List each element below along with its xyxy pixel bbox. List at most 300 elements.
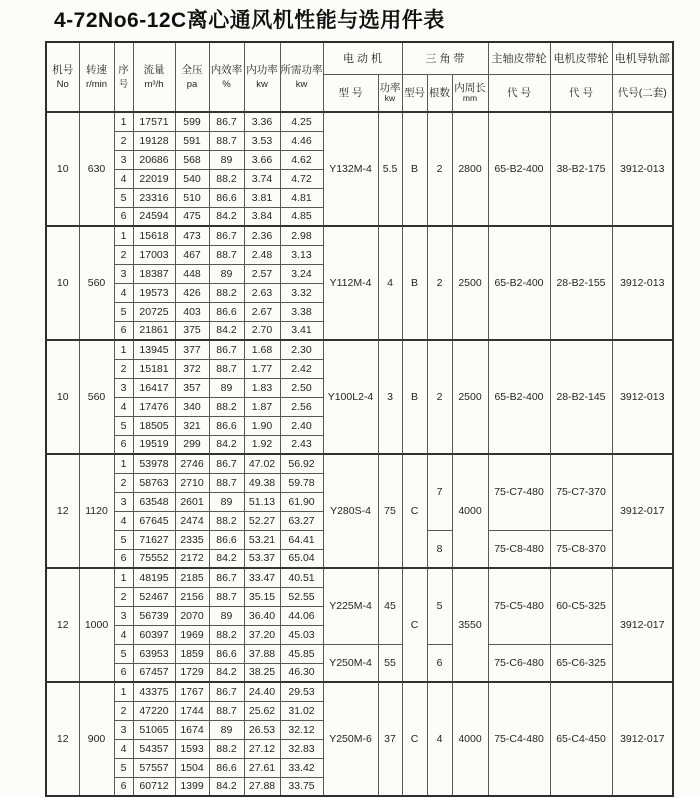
cell-pressure: 591: [175, 131, 209, 150]
cell-rail-code: 3912-013: [612, 226, 673, 340]
cell-pressure: 2474: [175, 511, 209, 530]
cell-seq: 1: [114, 340, 133, 359]
cell-seq: 4: [114, 283, 133, 302]
cell-motor-model: Y100L2-4: [323, 340, 378, 454]
cell-seq: 4: [114, 169, 133, 188]
cell-inner-power: 49.38: [244, 473, 280, 492]
cell-inner-power: 2.57: [244, 264, 280, 283]
cell-seq: 6: [114, 321, 133, 340]
cell-seq: 5: [114, 644, 133, 663]
cell-efficiency: 88.7: [209, 359, 244, 378]
header-unit: kw: [384, 93, 396, 104]
cell-required-power: 33.42: [280, 758, 323, 777]
cell-belt-length: 4000: [452, 682, 488, 796]
cell-efficiency: 84.2: [209, 663, 244, 682]
cell-efficiency: 86.6: [209, 758, 244, 777]
cell-pressure: 1969: [175, 625, 209, 644]
cell-pressure: 540: [175, 169, 209, 188]
cell-inner-power: 36.40: [244, 606, 280, 625]
cell-belt-type: C: [402, 682, 427, 796]
header-unit: m³/h: [144, 79, 164, 90]
cell-belt-type: C: [402, 568, 427, 682]
cell-efficiency: 84.2: [209, 777, 244, 796]
cell-pressure: 1399: [175, 777, 209, 796]
cell-efficiency: 86.7: [209, 340, 244, 359]
cell-flow: 52467: [133, 587, 175, 606]
cell-seq: 3: [114, 150, 133, 169]
cell-pressure: 2070: [175, 606, 209, 625]
cell-flow: 63548: [133, 492, 175, 511]
cell-flow: 18387: [133, 264, 175, 283]
col-header-belt-type: 型号: [402, 74, 427, 112]
cell-fan-no: 12: [46, 454, 79, 568]
cell-required-power: 29.53: [280, 682, 323, 701]
cell-motor-pulley-code: 75-C8-370: [550, 530, 612, 568]
cell-efficiency: 86.7: [209, 226, 244, 245]
table-row: [46, 454, 673, 473]
cell-efficiency: 88.7: [209, 245, 244, 264]
cell-pressure: 475: [175, 207, 209, 226]
cell-required-power: 32.12: [280, 720, 323, 739]
cell-inner-power: 35.15: [244, 587, 280, 606]
cell-required-power: 2.98: [280, 226, 323, 245]
cell-belt-length: 2500: [452, 226, 488, 340]
cell-seq: 5: [114, 758, 133, 777]
cell-required-power: 4.72: [280, 169, 323, 188]
cell-flow: 23316: [133, 188, 175, 207]
cell-seq: 1: [114, 112, 133, 131]
cell-efficiency: 89: [209, 378, 244, 397]
cell-required-power: 65.04: [280, 549, 323, 568]
cell-efficiency: 84.2: [209, 435, 244, 454]
cell-speed: 560: [79, 340, 114, 454]
cell-efficiency: 89: [209, 606, 244, 625]
cell-flow: 48195: [133, 568, 175, 587]
cell-required-power: 33.75: [280, 777, 323, 796]
header-unit: r/min: [85, 79, 108, 90]
cell-motor-model: Y225M-4: [323, 568, 378, 644]
table-row: [46, 568, 673, 587]
cell-seq: 6: [114, 549, 133, 568]
cell-belt-count: 5: [427, 568, 452, 644]
cell-main-pulley-code: 65-B2-400: [488, 340, 550, 454]
cell-required-power: 63.27: [280, 511, 323, 530]
cell-pressure: 299: [175, 435, 209, 454]
cell-belt-count: 2: [427, 112, 452, 226]
cell-seq: 1: [114, 568, 133, 587]
cell-efficiency: 88.2: [209, 397, 244, 416]
cell-motor-power: 75: [378, 454, 402, 568]
cell-belt-length: 2500: [452, 340, 488, 454]
cell-efficiency: 88.2: [209, 739, 244, 758]
cell-pressure: 1744: [175, 701, 209, 720]
cell-efficiency: 86.6: [209, 302, 244, 321]
header-label: 转速: [86, 64, 107, 76]
page-title: 4-72No6-12C离心通风机性能与选用件表: [54, 9, 445, 32]
cell-required-power: 2.30: [280, 340, 323, 359]
cell-required-power: 3.13: [280, 245, 323, 264]
col-header-inner-power: [244, 42, 280, 112]
cell-flow: 19573: [133, 283, 175, 302]
cell-flow: 17003: [133, 245, 175, 264]
cell-seq: 2: [114, 131, 133, 150]
cell-pressure: 2746: [175, 454, 209, 473]
cell-belt-type: B: [402, 340, 427, 454]
cell-motor-power: 37: [378, 682, 402, 796]
cell-pressure: 357: [175, 378, 209, 397]
cell-efficiency: 84.2: [209, 207, 244, 226]
cell-inner-power: 27.12: [244, 739, 280, 758]
cell-main-pulley-code: 65-B2-400: [488, 112, 550, 226]
cell-efficiency: 88.2: [209, 511, 244, 530]
cell-inner-power: 47.02: [244, 454, 280, 473]
cell-motor-model: Y112M-4: [323, 226, 378, 340]
col-header-belt-count: 根数: [427, 74, 452, 112]
cell-flow: 20686: [133, 150, 175, 169]
cell-required-power: 4.46: [280, 131, 323, 150]
cell-flow: 43375: [133, 682, 175, 701]
col-header-motor-model: 型 号: [323, 74, 378, 112]
cell-seq: 2: [114, 473, 133, 492]
cell-belt-count: 2: [427, 340, 452, 454]
cell-seq: 6: [114, 435, 133, 454]
cell-inner-power: 27.88: [244, 777, 280, 796]
table-row: [46, 682, 673, 701]
header-unit: kw: [295, 79, 308, 90]
table-row: [46, 112, 673, 131]
cell-pressure: 568: [175, 150, 209, 169]
cell-pressure: 1504: [175, 758, 209, 777]
cell-pressure: 377: [175, 340, 209, 359]
col-header-speed: [79, 42, 114, 112]
cell-required-power: 4.62: [280, 150, 323, 169]
cell-inner-power: 2.48: [244, 245, 280, 264]
cell-inner-power: 52.27: [244, 511, 280, 530]
header-label: 号: [118, 79, 129, 90]
cell-seq: 6: [114, 777, 133, 796]
header-label: 全压: [181, 64, 203, 76]
col-header-fan-no: [46, 42, 79, 112]
cell-required-power: 4.85: [280, 207, 323, 226]
col-header-main-pulley-code: 代 号: [488, 74, 550, 112]
cell-flow: 58763: [133, 473, 175, 492]
cell-pressure: 467: [175, 245, 209, 264]
cell-inner-power: 37.20: [244, 625, 280, 644]
cell-inner-power: 1.77: [244, 359, 280, 378]
table-header: [46, 42, 673, 112]
cell-inner-power: 3.66: [244, 150, 280, 169]
cell-required-power: 3.32: [280, 283, 323, 302]
cell-flow: 60712: [133, 777, 175, 796]
cell-belt-length: 4000: [452, 454, 488, 568]
cell-flow: 17476: [133, 397, 175, 416]
cell-motor-pulley-code: 65-C6-325: [550, 644, 612, 682]
cell-inner-power: 2.63: [244, 283, 280, 302]
cell-inner-power: 53.21: [244, 530, 280, 549]
cell-efficiency: 86.7: [209, 682, 244, 701]
cell-required-power: 64.41: [280, 530, 323, 549]
cell-motor-pulley-code: 75-C7-370: [550, 454, 612, 530]
col-header-motor-power: [378, 74, 402, 112]
cell-motor-power: 4: [378, 226, 402, 340]
col-header-motor-pulley: 电机皮带轮: [550, 42, 612, 74]
cell-flow: 16417: [133, 378, 175, 397]
cell-pressure: 510: [175, 188, 209, 207]
cell-required-power: 3.38: [280, 302, 323, 321]
cell-pressure: 2185: [175, 568, 209, 587]
cell-speed: 900: [79, 682, 114, 796]
cell-flow: 24594: [133, 207, 175, 226]
cell-belt-count: 7: [427, 454, 452, 530]
cell-motor-power: 5.5: [378, 112, 402, 226]
cell-flow: 17571: [133, 112, 175, 131]
cell-efficiency: 88.7: [209, 701, 244, 720]
cell-required-power: 56.92: [280, 454, 323, 473]
cell-seq: 4: [114, 625, 133, 644]
cell-required-power: 2.56: [280, 397, 323, 416]
cell-belt-type: B: [402, 226, 427, 340]
cell-pressure: 1859: [175, 644, 209, 663]
cell-motor-power: 55: [378, 644, 402, 682]
col-header-pressure: [175, 42, 209, 112]
cell-main-pulley-code: 75-C8-480: [488, 530, 550, 568]
cell-flow: 19519: [133, 435, 175, 454]
cell-rail-code: 3912-013: [612, 340, 673, 454]
cell-pressure: 1674: [175, 720, 209, 739]
cell-inner-power: 53.37: [244, 549, 280, 568]
cell-efficiency: 86.7: [209, 112, 244, 131]
cell-speed: 630: [79, 112, 114, 226]
cell-seq: 4: [114, 397, 133, 416]
cell-belt-count: 4: [427, 682, 452, 796]
cell-rail-code: 3912-017: [612, 682, 673, 796]
cell-motor-power: 3: [378, 340, 402, 454]
cell-main-pulley-code: 75-C5-480: [488, 568, 550, 644]
cell-flow: 18505: [133, 416, 175, 435]
cell-main-pulley-code: 65-B2-400: [488, 226, 550, 340]
cell-seq: 2: [114, 701, 133, 720]
col-header-efficiency: [209, 42, 244, 112]
cell-motor-model: Y280S-4: [323, 454, 378, 568]
cell-required-power: 3.41: [280, 321, 323, 340]
cell-belt-length: 2800: [452, 112, 488, 226]
col-header-belt-length: [452, 74, 488, 112]
cell-required-power: 2.43: [280, 435, 323, 454]
cell-flow: 63953: [133, 644, 175, 663]
cell-required-power: 2.50: [280, 378, 323, 397]
cell-inner-power: 27.61: [244, 758, 280, 777]
cell-inner-power: 2.36: [244, 226, 280, 245]
cell-inner-power: 25.62: [244, 701, 280, 720]
cell-required-power: 2.40: [280, 416, 323, 435]
cell-efficiency: 88.7: [209, 131, 244, 150]
cell-inner-power: 2.70: [244, 321, 280, 340]
cell-inner-power: 33.47: [244, 568, 280, 587]
cell-required-power: 4.81: [280, 188, 323, 207]
cell-motor-pulley-code: 60-C5-325: [550, 568, 612, 644]
cell-fan-no: 10: [46, 340, 79, 454]
table-body: [46, 112, 673, 796]
cell-seq: 1: [114, 226, 133, 245]
cell-speed: 560: [79, 226, 114, 340]
header-unit: No: [56, 79, 69, 90]
cell-required-power: 61.90: [280, 492, 323, 511]
cell-seq: 1: [114, 682, 133, 701]
cell-pressure: 1729: [175, 663, 209, 682]
col-header-motor-pulley-code: 代 号: [550, 74, 612, 112]
cell-seq: 5: [114, 416, 133, 435]
cell-required-power: 3.24: [280, 264, 323, 283]
col-header-motor-group: 电 动 机: [323, 42, 402, 74]
cell-fan-no: 10: [46, 226, 79, 340]
header-label: 内周长: [454, 82, 486, 95]
header-row-primary: [46, 42, 673, 74]
cell-fan-no: 12: [46, 568, 79, 682]
col-header-rail: 电机导轨部: [612, 42, 673, 74]
cell-seq: 1: [114, 454, 133, 473]
cell-seq: 6: [114, 207, 133, 226]
cell-seq: 2: [114, 587, 133, 606]
col-header-seq: [114, 42, 133, 112]
fan-performance-table: [45, 41, 674, 797]
header-unit: mm: [462, 93, 478, 104]
cell-rail-code: 3912-013: [612, 112, 673, 226]
cell-inner-power: 1.68: [244, 340, 280, 359]
cell-seq: 2: [114, 359, 133, 378]
cell-flow: 15181: [133, 359, 175, 378]
cell-efficiency: 89: [209, 264, 244, 283]
cell-flow: 53978: [133, 454, 175, 473]
cell-motor-pulley-code: 38-B2-175: [550, 112, 612, 226]
cell-pressure: 473: [175, 226, 209, 245]
cell-seq: 6: [114, 663, 133, 682]
col-header-required-power: [280, 42, 323, 112]
cell-pressure: 2172: [175, 549, 209, 568]
cell-pressure: 426: [175, 283, 209, 302]
cell-belt-count: 6: [427, 644, 452, 682]
cell-required-power: 44.06: [280, 606, 323, 625]
cell-pressure: 2156: [175, 587, 209, 606]
cell-flow: 54357: [133, 739, 175, 758]
cell-inner-power: 3.81: [244, 188, 280, 207]
cell-motor-model: Y250M-4: [323, 644, 378, 682]
cell-flow: 75552: [133, 549, 175, 568]
cell-efficiency: 89: [209, 150, 244, 169]
cell-belt-length: 3550: [452, 568, 488, 682]
col-header-flow: [133, 42, 175, 112]
cell-efficiency: 86.6: [209, 644, 244, 663]
header-label: 功率: [379, 82, 401, 95]
cell-efficiency: 84.2: [209, 549, 244, 568]
cell-belt-type: C: [402, 454, 427, 568]
cell-required-power: 46.30: [280, 663, 323, 682]
cell-fan-no: 12: [46, 682, 79, 796]
cell-pressure: 2335: [175, 530, 209, 549]
cell-required-power: 2.42: [280, 359, 323, 378]
cell-pressure: 1767: [175, 682, 209, 701]
cell-flow: 71627: [133, 530, 175, 549]
header-label: 所需功率: [280, 64, 323, 76]
cell-flow: 20725: [133, 302, 175, 321]
cell-required-power: 45.85: [280, 644, 323, 663]
cell-inner-power: 24.40: [244, 682, 280, 701]
cell-seq: 5: [114, 530, 133, 549]
cell-inner-power: 38.25: [244, 663, 280, 682]
cell-motor-pulley-code: 28-B2-155: [550, 226, 612, 340]
table-row: [46, 644, 673, 663]
header-unit: pa: [186, 79, 198, 90]
cell-inner-power: 1.87: [244, 397, 280, 416]
cell-main-pulley-code: 75-C4-480: [488, 682, 550, 796]
cell-pressure: 599: [175, 112, 209, 131]
cell-speed: 1000: [79, 568, 114, 682]
cell-fan-no: 10: [46, 112, 79, 226]
cell-inner-power: 1.92: [244, 435, 280, 454]
cell-flow: 51065: [133, 720, 175, 739]
cell-inner-power: 1.90: [244, 416, 280, 435]
col-header-rail-code: 代号(二套): [612, 74, 673, 112]
cell-inner-power: 3.53: [244, 131, 280, 150]
cell-motor-pulley-code: 65-C4-450: [550, 682, 612, 796]
cell-efficiency: 86.7: [209, 454, 244, 473]
cell-pressure: 1593: [175, 739, 209, 758]
cell-required-power: 31.02: [280, 701, 323, 720]
cell-flow: 56739: [133, 606, 175, 625]
cell-speed: 1120: [79, 454, 114, 568]
cell-required-power: 52.55: [280, 587, 323, 606]
cell-efficiency: 88.2: [209, 169, 244, 188]
cell-efficiency: 86.6: [209, 530, 244, 549]
cell-pressure: 448: [175, 264, 209, 283]
cell-efficiency: 86.7: [209, 568, 244, 587]
cell-inner-power: 26.53: [244, 720, 280, 739]
header-label: 序: [118, 64, 129, 76]
cell-efficiency: 84.2: [209, 321, 244, 340]
cell-seq: 3: [114, 378, 133, 397]
cell-inner-power: 2.67: [244, 302, 280, 321]
cell-motor-power: 45: [378, 568, 402, 644]
table-row: [46, 340, 673, 359]
cell-flow: 15618: [133, 226, 175, 245]
cell-motor-model: Y250M-6: [323, 682, 378, 796]
header-label: 内效率: [210, 64, 243, 76]
cell-required-power: 4.25: [280, 112, 323, 131]
cell-pressure: 403: [175, 302, 209, 321]
cell-seq: 4: [114, 739, 133, 758]
cell-flow: 67457: [133, 663, 175, 682]
cell-required-power: 40.51: [280, 568, 323, 587]
cell-pressure: 2601: [175, 492, 209, 511]
cell-motor-model: Y132M-4: [323, 112, 378, 226]
header-unit: %: [222, 79, 231, 90]
header-label: 内功率: [246, 64, 278, 76]
cell-flow: 67645: [133, 511, 175, 530]
cell-efficiency: 88.7: [209, 587, 244, 606]
cell-efficiency: 86.6: [209, 188, 244, 207]
cell-efficiency: 89: [209, 492, 244, 511]
cell-seq: 5: [114, 302, 133, 321]
header-unit: kw: [256, 79, 268, 90]
cell-seq: 4: [114, 511, 133, 530]
cell-seq: 3: [114, 606, 133, 625]
cell-seq: 5: [114, 188, 133, 207]
cell-required-power: 59.78: [280, 473, 323, 492]
cell-flow: 19128: [133, 131, 175, 150]
cell-flow: 60397: [133, 625, 175, 644]
cell-seq: 3: [114, 720, 133, 739]
cell-motor-pulley-code: 28-B2-145: [550, 340, 612, 454]
cell-efficiency: 88.2: [209, 625, 244, 644]
